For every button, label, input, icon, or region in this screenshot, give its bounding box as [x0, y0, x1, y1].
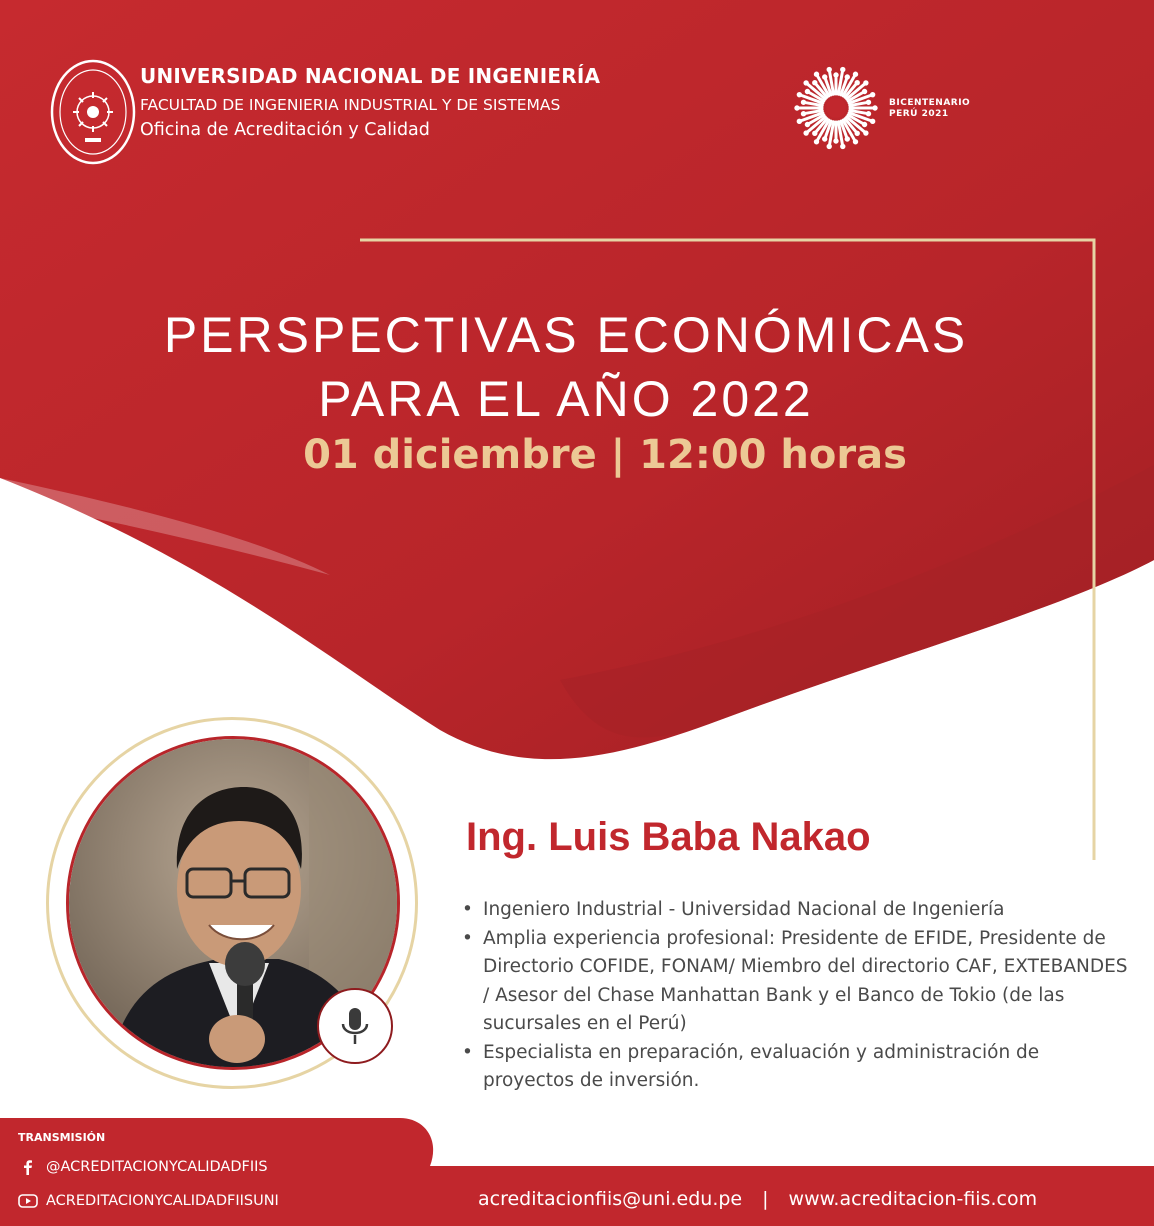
footer-separator: | — [762, 1188, 769, 1210]
office-name: Oficina de Acreditación y Calidad — [140, 120, 430, 140]
speaker-bio-list — [462, 896, 1132, 1096]
bicentenario-label: BICENTENARIO — [889, 98, 971, 108]
university-name: UNIVERSIDAD NACIONAL DE INGENIERÍA — [140, 64, 601, 88]
bio-item: • Amplia experiencia profesional: Presidente de EFIDE, Presidente de Directorio COFIDE, FONAM/ Miembro del directorio CAF, EXTEBANDES / Asesor del Chase Manhattan Bank y el Banco de Tokio (de las sucursales en el Perú) — [462, 925, 1132, 1039]
event-date-time: 01 diciembre | 12:00 horas — [303, 432, 907, 478]
youtube-channel: ACREDITACIONYCALIDADFIISUNI — [46, 1193, 279, 1209]
microphone-badge — [317, 988, 393, 1064]
university-seal-icon — [50, 58, 136, 166]
website-link[interactable]: www.acreditacion-fiis.com — [788, 1188, 1038, 1210]
speaker-name: Ing. Luis Baba Nakao — [466, 815, 871, 859]
bio-item: • Ingeniero Industrial - Universidad Nacional de Ingeniería — [462, 896, 1132, 925]
bicentenario-year: PERÚ 2021 — [889, 109, 949, 119]
event-title-line2: PARA EL AÑO 2022 — [318, 371, 814, 427]
transmission-label: TRANSMISIÓN — [18, 1131, 106, 1144]
youtube-icon — [18, 1192, 38, 1210]
event-title-line1: PERSPECTIVAS ECONÓMICAS — [163, 307, 969, 363]
facebook-handle: @ACREDITACIONYCALIDADFIIS — [46, 1159, 268, 1175]
youtube-link[interactable] — [18, 1192, 279, 1210]
facebook-link[interactable] — [18, 1158, 268, 1176]
bicentenario-sun-icon — [794, 66, 878, 150]
microphone-icon — [319, 990, 391, 1062]
facebook-icon — [18, 1158, 38, 1176]
faculty-name: FACULTAD DE INGENIERIA INDUSTRIAL Y DE SISTEMAS — [140, 96, 561, 114]
email-link[interactable]: acreditacionfiis@uni.edu.pe — [478, 1188, 743, 1210]
bio-item: • Especialista en preparación, evaluación y administración de proyectos de inversión. — [462, 1039, 1132, 1096]
footer-contact — [478, 1188, 1037, 1210]
